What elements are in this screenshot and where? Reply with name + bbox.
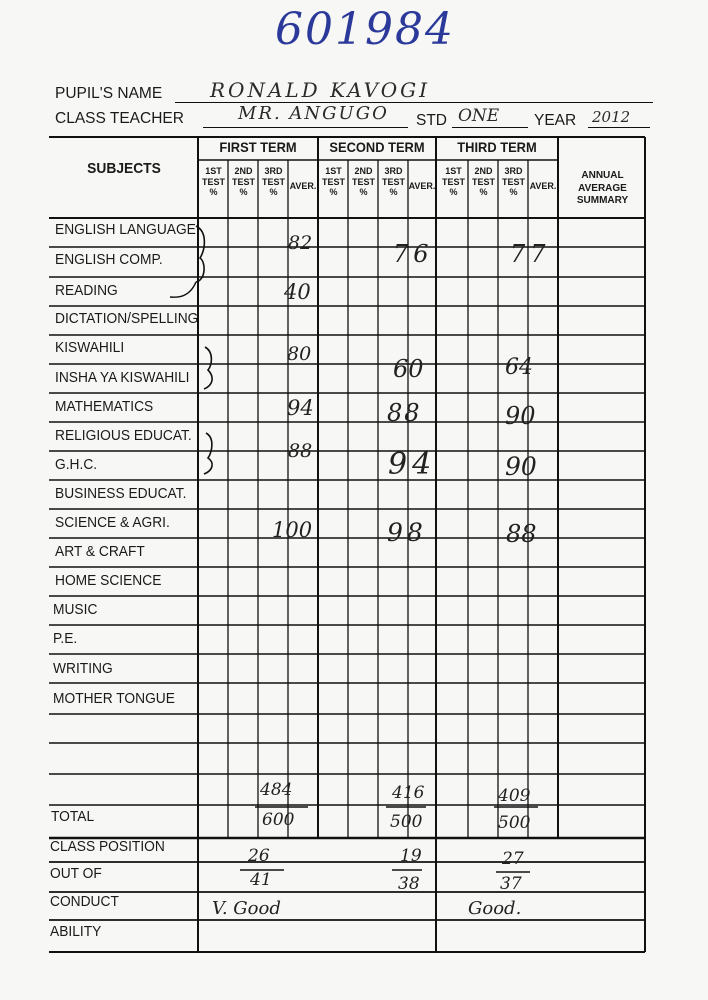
subject-ghc: G.H.C. [55, 457, 98, 473]
class-teacher-value: MR. ANGUGO [238, 103, 389, 124]
t3-col-2nd: 2ND TEST % [471, 166, 495, 197]
subject-religious: RELIGIOUS EDUCAT. [55, 428, 192, 444]
out-of-t1: 41 [250, 870, 272, 890]
mark-maths-t1: 94 [287, 396, 314, 420]
class-teacher-label: CLASS TEACHER [55, 110, 184, 127]
subject-business: BUSINESS EDUCAT. [55, 486, 187, 502]
mark-science-t1: 100 [272, 518, 313, 542]
total-t3-outof: 500 [498, 813, 531, 833]
position-t3: 27 [502, 849, 524, 869]
mark-maths-t2: 88 [387, 399, 422, 427]
subject-home-science: HOME SCIENCE [55, 573, 162, 589]
t2-col-2nd: 2ND TEST % [351, 166, 375, 197]
out-of-t3: 37 [500, 874, 522, 894]
position-t1: 26 [248, 846, 270, 866]
mark-science-t2: 98 [387, 518, 427, 547]
mark-science-t3: 88 [506, 520, 537, 548]
subject-english-comp: ENGLISH COMP. [55, 252, 163, 268]
annual-header: ANNUAL AVERAGE SUMMARY [576, 170, 629, 206]
conduct-t3: Good. [468, 898, 522, 919]
t2-col-1st: 1ST TEST % [321, 166, 345, 197]
mark-religious-t1: 88 [288, 440, 313, 462]
year-label: YEAR [534, 112, 577, 129]
t1-col-1st: 1ST TEST % [201, 166, 225, 197]
subject-kiswahili: KISWAHILI [55, 340, 125, 356]
subject-science: SCIENCE & AGRI. [55, 515, 170, 531]
document-number: 601984 [275, 4, 455, 55]
term-header-3: THIRD TERM [457, 139, 537, 155]
t2-col-aver: AVER. [408, 181, 436, 191]
subjects-header: SUBJECTS [87, 160, 161, 177]
term-header-1: FIRST TERM [219, 139, 297, 155]
total-t2-score: 416 [392, 783, 425, 803]
std-value: ONE [458, 106, 500, 126]
out-of-label: OUT OF [50, 866, 102, 882]
total-t2-outof: 500 [390, 812, 423, 832]
year-value: 2012 [592, 108, 631, 126]
mark-maths-t3: 90 [505, 402, 536, 430]
mark-reading-t1: 40 [284, 280, 311, 304]
term-header-2: SECOND TERM [329, 139, 425, 155]
subject-insha: INSHA YA KISWAHILI [55, 370, 190, 386]
subject-mother-tongue: MOTHER TONGUE [53, 691, 175, 707]
mark-religious-t2: 94 [388, 447, 437, 482]
out-of-t2: 38 [398, 874, 420, 894]
class-position-label: CLASS POSITION [50, 839, 165, 855]
subject-art: ART & CRAFT [55, 544, 145, 560]
t1-col-aver: AVER. [289, 181, 317, 191]
t3-col-3rd: 3RD TEST % [501, 166, 525, 197]
position-t2: 19 [400, 846, 422, 866]
total-t1-outof: 600 [262, 810, 295, 830]
conduct-label: CONDUCT [50, 894, 119, 910]
subject-writing: WRITING [53, 661, 113, 677]
t1-col-3rd: 3RD TEST % [261, 166, 285, 197]
std-label: STD [416, 112, 447, 129]
t3-col-aver: AVER. [529, 181, 557, 191]
conduct-t1: V. Good [212, 898, 281, 919]
pupil-name-value: RONALD KAVOGI [210, 78, 431, 102]
mark-kiswahili-t2: 60 [393, 355, 424, 383]
t1-col-2nd: 2ND TEST % [231, 166, 255, 197]
mark-english-t1: 82 [288, 232, 313, 254]
mark-english-t3: 77 [510, 240, 551, 268]
pupil-name-label: PUPIL'S NAME [55, 85, 163, 102]
total-t1-score: 484 [260, 780, 293, 800]
subject-dictation: DICTATION/SPELLING [55, 311, 199, 327]
subject-reading: READING [55, 283, 118, 299]
ability-label: ABILITY [50, 924, 102, 940]
mark-kiswahili-t1: 80 [287, 343, 312, 365]
t2-col-3rd: 3RD TEST % [381, 166, 405, 197]
subject-english-language: ENGLISH LANGUAGE [55, 222, 196, 238]
t3-col-1st: 1ST TEST % [441, 166, 465, 197]
total-t3-score: 409 [498, 786, 531, 806]
mark-english-t2: 76 [393, 240, 434, 268]
mark-kiswahili-t3: 64 [505, 355, 533, 380]
subject-pe: P.E. [53, 631, 78, 647]
subject-music: MUSIC [53, 602, 98, 618]
total-label: TOTAL [51, 809, 95, 825]
subject-mathematics: MATHEMATICS [55, 399, 154, 415]
mark-religious-t3: 90 [505, 452, 537, 481]
